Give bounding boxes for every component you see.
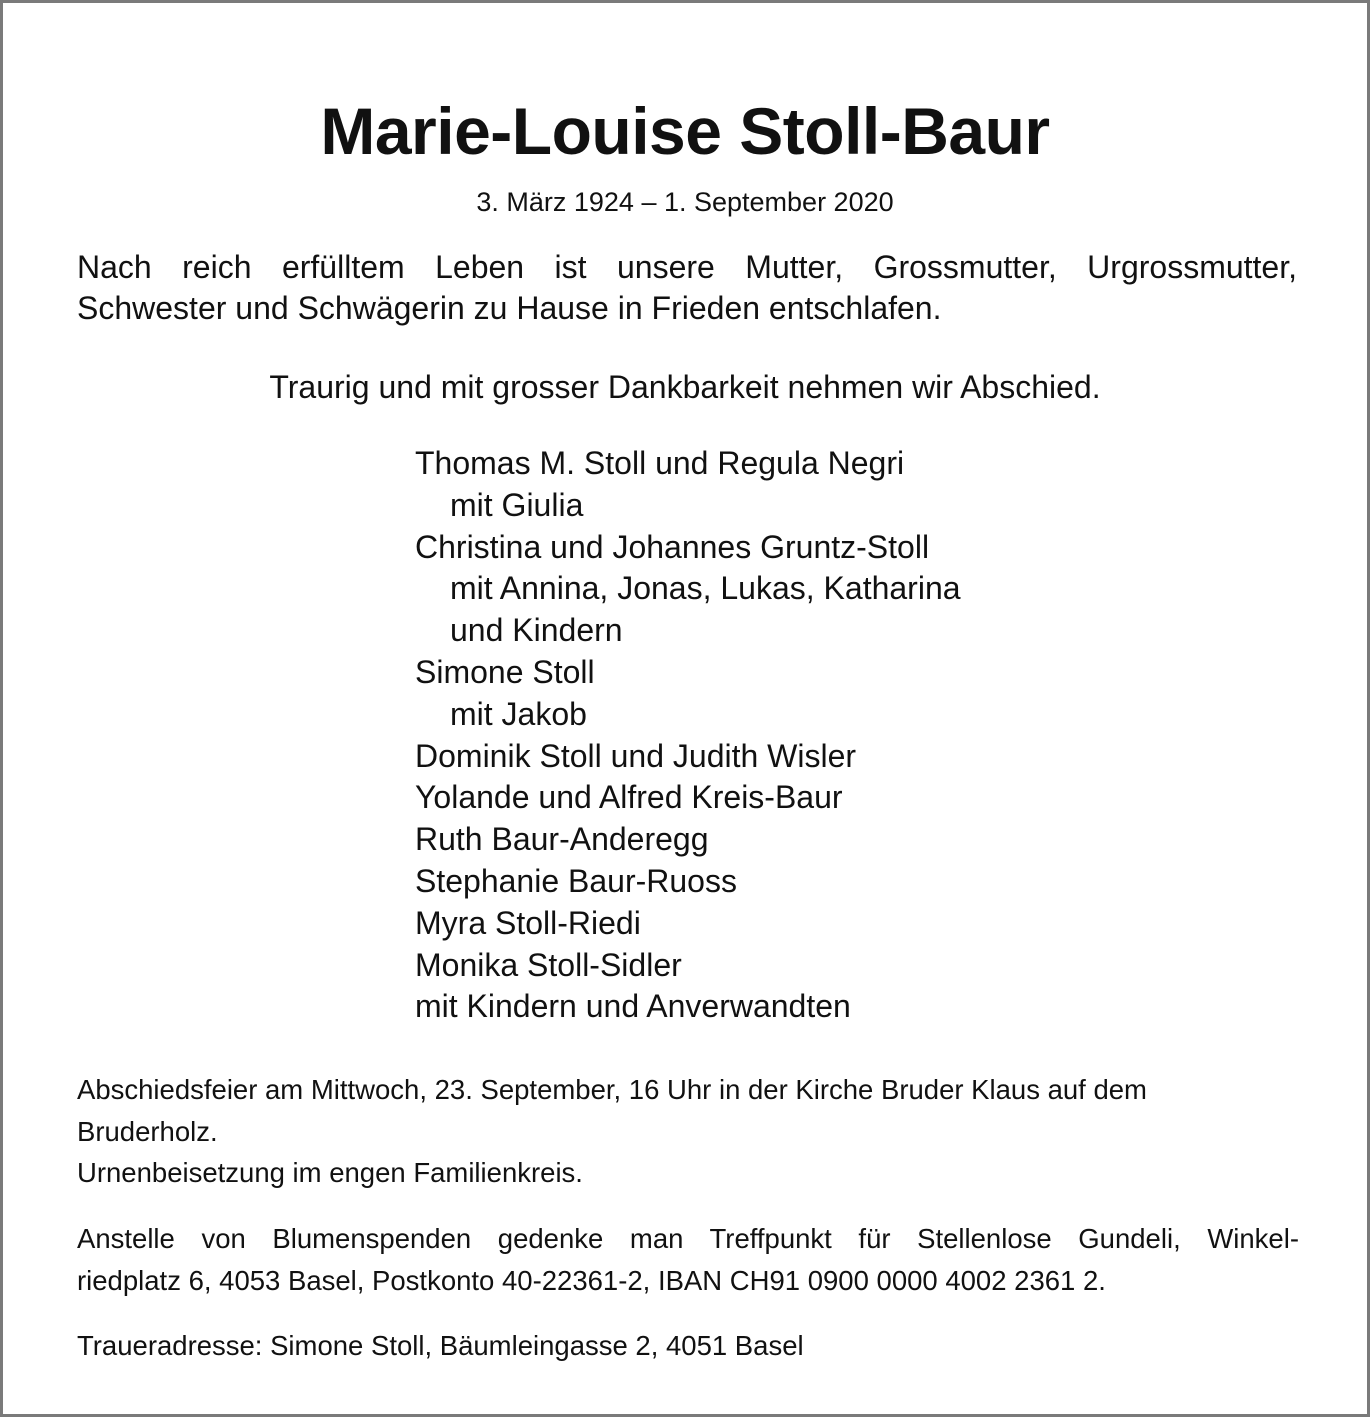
mourner-entry: Dominik Stoll und Judith Wisler <box>415 737 857 774</box>
mourner-entry: Ruth Baur-Anderegg <box>415 821 709 858</box>
service-line: Bruderholz. <box>77 1115 218 1147</box>
mourner-entry: Thomas M. Stoll und Regula Negri <box>415 445 905 481</box>
mourner-entry: Christina und Johannes Gruntz-Stoll <box>415 528 930 565</box>
donation-line: riedplatz 6, 4053 Basel, Postkonto 40-22361-2, IBAN CH91 0900 0000 4002 2361 2. <box>77 1265 1106 1296</box>
burial-line: Urnenbeisetzung im engen Familienkreis. <box>77 1157 583 1188</box>
mourner-entry: und Kindern <box>450 612 623 649</box>
mourner-entry: mit Jakob <box>450 695 587 732</box>
mourner-entry: Stephanie Baur-Ruoss <box>415 862 737 899</box>
life-dates: 3. März 1924 – 1. September 2020 <box>476 187 894 217</box>
mourning-address: Traueradresse: Simone Stoll, Bäumleingasse 2, 4051 Basel <box>77 1330 804 1361</box>
mourner-entry: Simone Stoll <box>415 653 595 690</box>
mourners-list <box>415 443 961 1028</box>
service-info <box>77 1069 1299 1194</box>
donation-info <box>77 1218 1299 1302</box>
mourner-entry: Yolande und Alfred Kreis-Baur <box>415 779 843 816</box>
intro-paragraph <box>77 247 1297 329</box>
deceased-name: Marie-Louise Stoll-Baur <box>320 94 1050 168</box>
mourner-entry: mit Annina, Jonas, Lukas, Katharina <box>450 570 961 607</box>
mourner-entry: Monika Stoll-Sidler <box>415 946 682 983</box>
mourner-entry: Myra Stoll-Riedi <box>415 904 641 941</box>
intro-line: Nach reich erfülltem Leben ist unsere Mutter, Grossmutter, Urgrossmutter, <box>77 249 1297 285</box>
mourner-entry: mit Kindern und Anverwandten <box>415 988 851 1025</box>
service-line: Abschiedsfeier am Mittwoch, 23. September, 16 Uhr in der Kirche Bruder Klaus auf dem <box>77 1074 1147 1105</box>
intro-line: Schwester und Schwägerin zu Hause in Frieden entschlafen. <box>77 290 942 326</box>
donation-line: Anstelle von Blumenspenden gedenke man Treffpunkt für Stellenlose Gundeli, Winkel- <box>77 1223 1299 1254</box>
farewell-line: Traurig und mit grosser Dankbarkeit nehmen wir Abschied. <box>269 369 1101 405</box>
mourner-entry: mit Giulia <box>450 486 584 523</box>
